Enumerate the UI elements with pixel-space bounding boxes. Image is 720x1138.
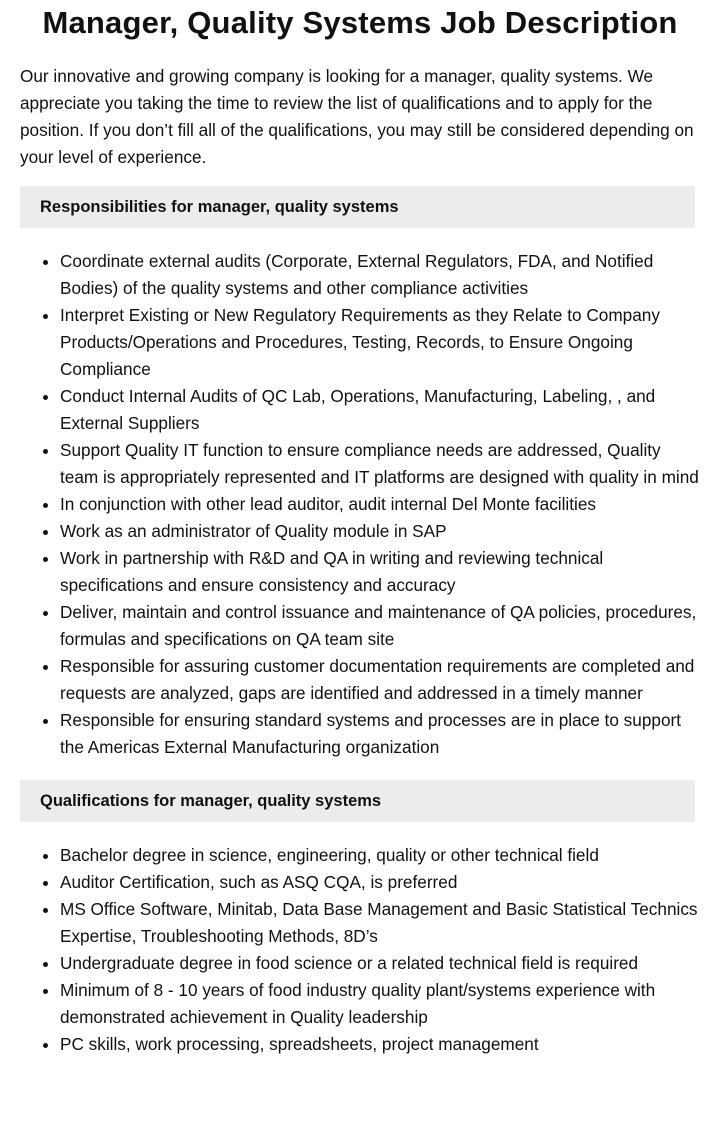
qualifications-heading: Qualifications for manager, quality systems bbox=[20, 780, 695, 822]
page-title: Manager, Quality Systems Job Description bbox=[42, 5, 678, 40]
list-item: • Undergraduate degree in food science or a related technical field is required bbox=[60, 950, 700, 977]
list-item: • Deliver, maintain and control issuance and maintenance of QA policies, procedures, formulas and specifications on QA team site bbox=[60, 599, 700, 653]
list-item: • MS Office Software, Minitab, Data Base Management and Basic Statistical Technics Expertise, Troubleshooting Methods, 8D’s bbox=[60, 896, 700, 950]
list-item: • In conjunction with other lead auditor, audit internal Del Monte facilities bbox=[60, 491, 700, 518]
intro-paragraph: Our innovative and growing company is looking for a manager, quality systems. We appreciate you taking the time to review the list of qualifications and to apply for the position. If you don’t fill all of the qualifications, you may still be considered depending on your level of experience. bbox=[20, 66, 694, 167]
list-item: • Work as an administrator of Quality module in SAP bbox=[60, 518, 700, 545]
list-item: • Responsible for assuring customer documentation requirements are completed and requests are analyzed, gaps are identified and addressed in a timely manner bbox=[60, 653, 700, 707]
list-item: • Support Quality IT function to ensure compliance needs are addressed, Quality team is appropriately represented and IT platforms are designed with quality in mind bbox=[60, 437, 700, 491]
responsibilities-list bbox=[0, 248, 700, 761]
list-item: • Minimum of 8 - 10 years of food industry quality plant/systems experience with demonstrated achievement in Quality leadership bbox=[60, 977, 700, 1031]
list-item: • Responsible for ensuring standard systems and processes are in place to support the Americas External Manufacturing organization bbox=[60, 707, 700, 761]
qualifications-list bbox=[0, 842, 700, 1058]
list-item: • Work in partnership with R&D and QA in writing and reviewing technical specifications and ensure consistency and accuracy bbox=[60, 545, 700, 599]
list-item: • Bachelor degree in science, engineering, quality or other technical field bbox=[60, 842, 700, 869]
list-item: • Conduct Internal Audits of QC Lab, Operations, Manufacturing, Labeling, , and External Suppliers bbox=[60, 383, 700, 437]
list-item: • Auditor Certification, such as ASQ CQA, is preferred bbox=[60, 869, 700, 896]
list-item: • Interpret Existing or New Regulatory Requirements as they Relate to Company Products/Operations and Procedures, Testing, Records, to Ensure Ongoing Compliance bbox=[60, 302, 700, 383]
list-item: • PC skills, work processing, spreadsheets, project management bbox=[60, 1031, 700, 1058]
list-item: • Coordinate external audits (Corporate, External Regulators, FDA, and Notified Bodies) of the quality systems and other compliance activities bbox=[60, 248, 700, 302]
responsibilities-heading: Responsibilities for manager, quality systems bbox=[20, 186, 695, 228]
